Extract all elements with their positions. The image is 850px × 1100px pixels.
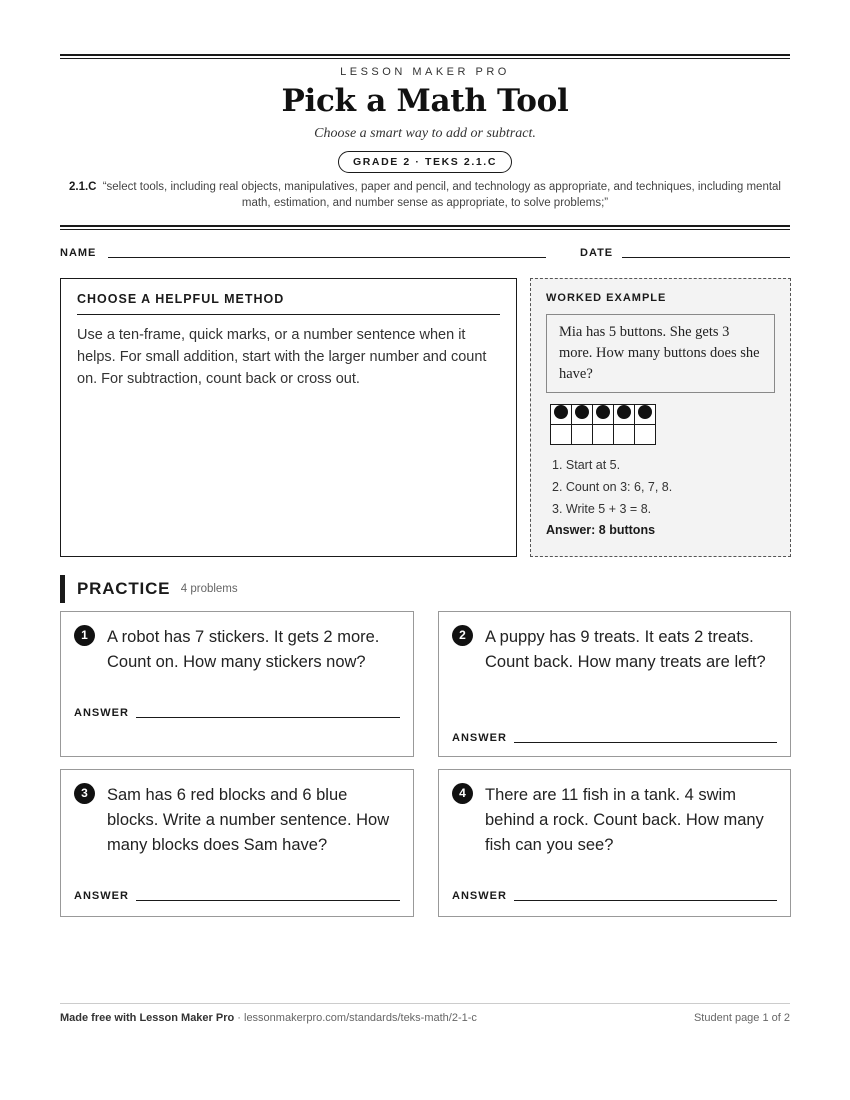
problem-text: Sam has 6 red blocks and 6 blue blocks. Write a number sentence. How many blocks does Sam have? — [107, 786, 390, 854]
ten-frame-cell — [572, 425, 593, 445]
example-problem: Mia has 5 buttons. She gets 3 more. How many buttons does she have? — [546, 314, 775, 393]
worksheet-page — [60, 0, 790, 1100]
counter-dot — [638, 405, 652, 419]
answer-row — [74, 890, 400, 902]
method-body: Use a ten-frame, quick marks, or a number sentence when it helps. For small addition, start with the larger number and count on. For subtraction, count back or cross out. — [77, 327, 487, 387]
problem-number-badge: 3 — [74, 783, 95, 804]
answer-field[interactable] — [514, 900, 777, 901]
practice-count: 4 problems — [180, 583, 238, 595]
ten-frame-cell — [593, 405, 614, 425]
date-field[interactable] — [622, 257, 790, 258]
counter-dot — [596, 405, 610, 419]
answer-label: ANSWER — [452, 732, 507, 744]
footer — [60, 1012, 790, 1024]
problem-card-4 — [438, 769, 791, 917]
worked-example-panel — [530, 278, 791, 557]
counter-dot — [617, 405, 631, 419]
problem-content — [74, 625, 400, 675]
ten-frame-cell — [551, 425, 572, 445]
problem-text: A puppy has 9 treats. It eats 2 treats. Count back. How many treats are left? — [485, 628, 766, 671]
answer-row — [452, 732, 777, 744]
standard-statement — [60, 179, 790, 211]
example-answer: Answer: 8 buttons — [546, 523, 656, 537]
page-title: Pick a Math Tool — [281, 83, 569, 119]
example-step: 2. Count on 3: 6, 7, 8. — [552, 480, 673, 494]
name-date-row — [60, 246, 790, 262]
problem-card-3 — [60, 769, 414, 917]
problem-text: There are 11 fish in a tank. 4 swim behind a rock. Count back. How many fish can you see? — [485, 786, 764, 854]
problem-card-1 — [60, 611, 414, 757]
problem-number-badge: 2 — [452, 625, 473, 646]
ten-frame-cell — [635, 405, 656, 425]
brand-label: LESSON MAKER PRO — [340, 66, 510, 78]
page-subtitle: Choose a smart way to add or subtract. — [314, 126, 536, 141]
page-indicator: Student page 1 of 2 — [693, 1012, 790, 1024]
ten-frame-cell — [551, 405, 572, 425]
problem-number-badge: 4 — [452, 783, 473, 804]
ten-frame-cell — [635, 425, 656, 445]
problem-text: A robot has 7 stickers. It gets 2 more. Count on. How many stickers now? — [107, 628, 380, 671]
name-field[interactable] — [108, 257, 546, 258]
method-heading: CHOOSE A HELPFUL METHOD — [77, 292, 500, 315]
method-panel — [60, 278, 517, 557]
problem-number-badge: 1 — [74, 625, 95, 646]
answer-field[interactable] — [136, 717, 400, 718]
header-top-rule — [60, 54, 790, 59]
example-steps — [552, 454, 775, 520]
footer-rule — [60, 1003, 790, 1004]
ten-frame-cell — [614, 405, 635, 425]
answer-row — [452, 890, 777, 902]
problem-card-2 — [438, 611, 791, 757]
answer-label: ANSWER — [74, 890, 129, 902]
problem-content — [74, 783, 400, 858]
problem-content — [452, 783, 777, 858]
answer-label: ANSWER — [452, 890, 507, 902]
problem-content — [452, 625, 777, 675]
grade-badge: GRADE 2 · TEKS 2.1.C — [338, 151, 512, 173]
date-label: DATE — [580, 247, 614, 259]
worksheet-header — [60, 66, 790, 211]
header-bottom-rule — [60, 225, 790, 230]
counter-dot — [575, 405, 589, 419]
answer-label: ANSWER — [74, 707, 129, 719]
ten-frame-cell — [593, 425, 614, 445]
footer-link[interactable]: · lessonmakerpro.com/standards/teks-math/2-1-c — [234, 1012, 477, 1024]
standard-code: 2.1.C — [69, 181, 97, 193]
example-step: 1. Start at 5. — [552, 458, 621, 472]
ten-frame — [550, 404, 656, 445]
example-heading: WORKED EXAMPLE — [546, 292, 667, 304]
standard-text: “select tools, including real objects, manipulatives, paper and pencil, and technology as appropriate, and techniques, including mental math, estimation, and number sense as appropriate, to solve problems;” — [102, 181, 781, 209]
footer-brand: Made free with Lesson Maker Pro — [60, 1012, 235, 1024]
ten-frame-cell — [614, 425, 635, 445]
practice-heading — [60, 575, 238, 603]
ten-frame-cell — [572, 405, 593, 425]
answer-field[interactable] — [136, 900, 400, 901]
answer-field[interactable] — [514, 742, 777, 743]
counter-dot — [554, 405, 568, 419]
example-step: 3. Write 5 + 3 = 8. — [552, 502, 652, 516]
name-label: NAME — [60, 247, 97, 259]
answer-row — [74, 707, 400, 719]
practice-title: PRACTICE — [77, 579, 171, 598]
